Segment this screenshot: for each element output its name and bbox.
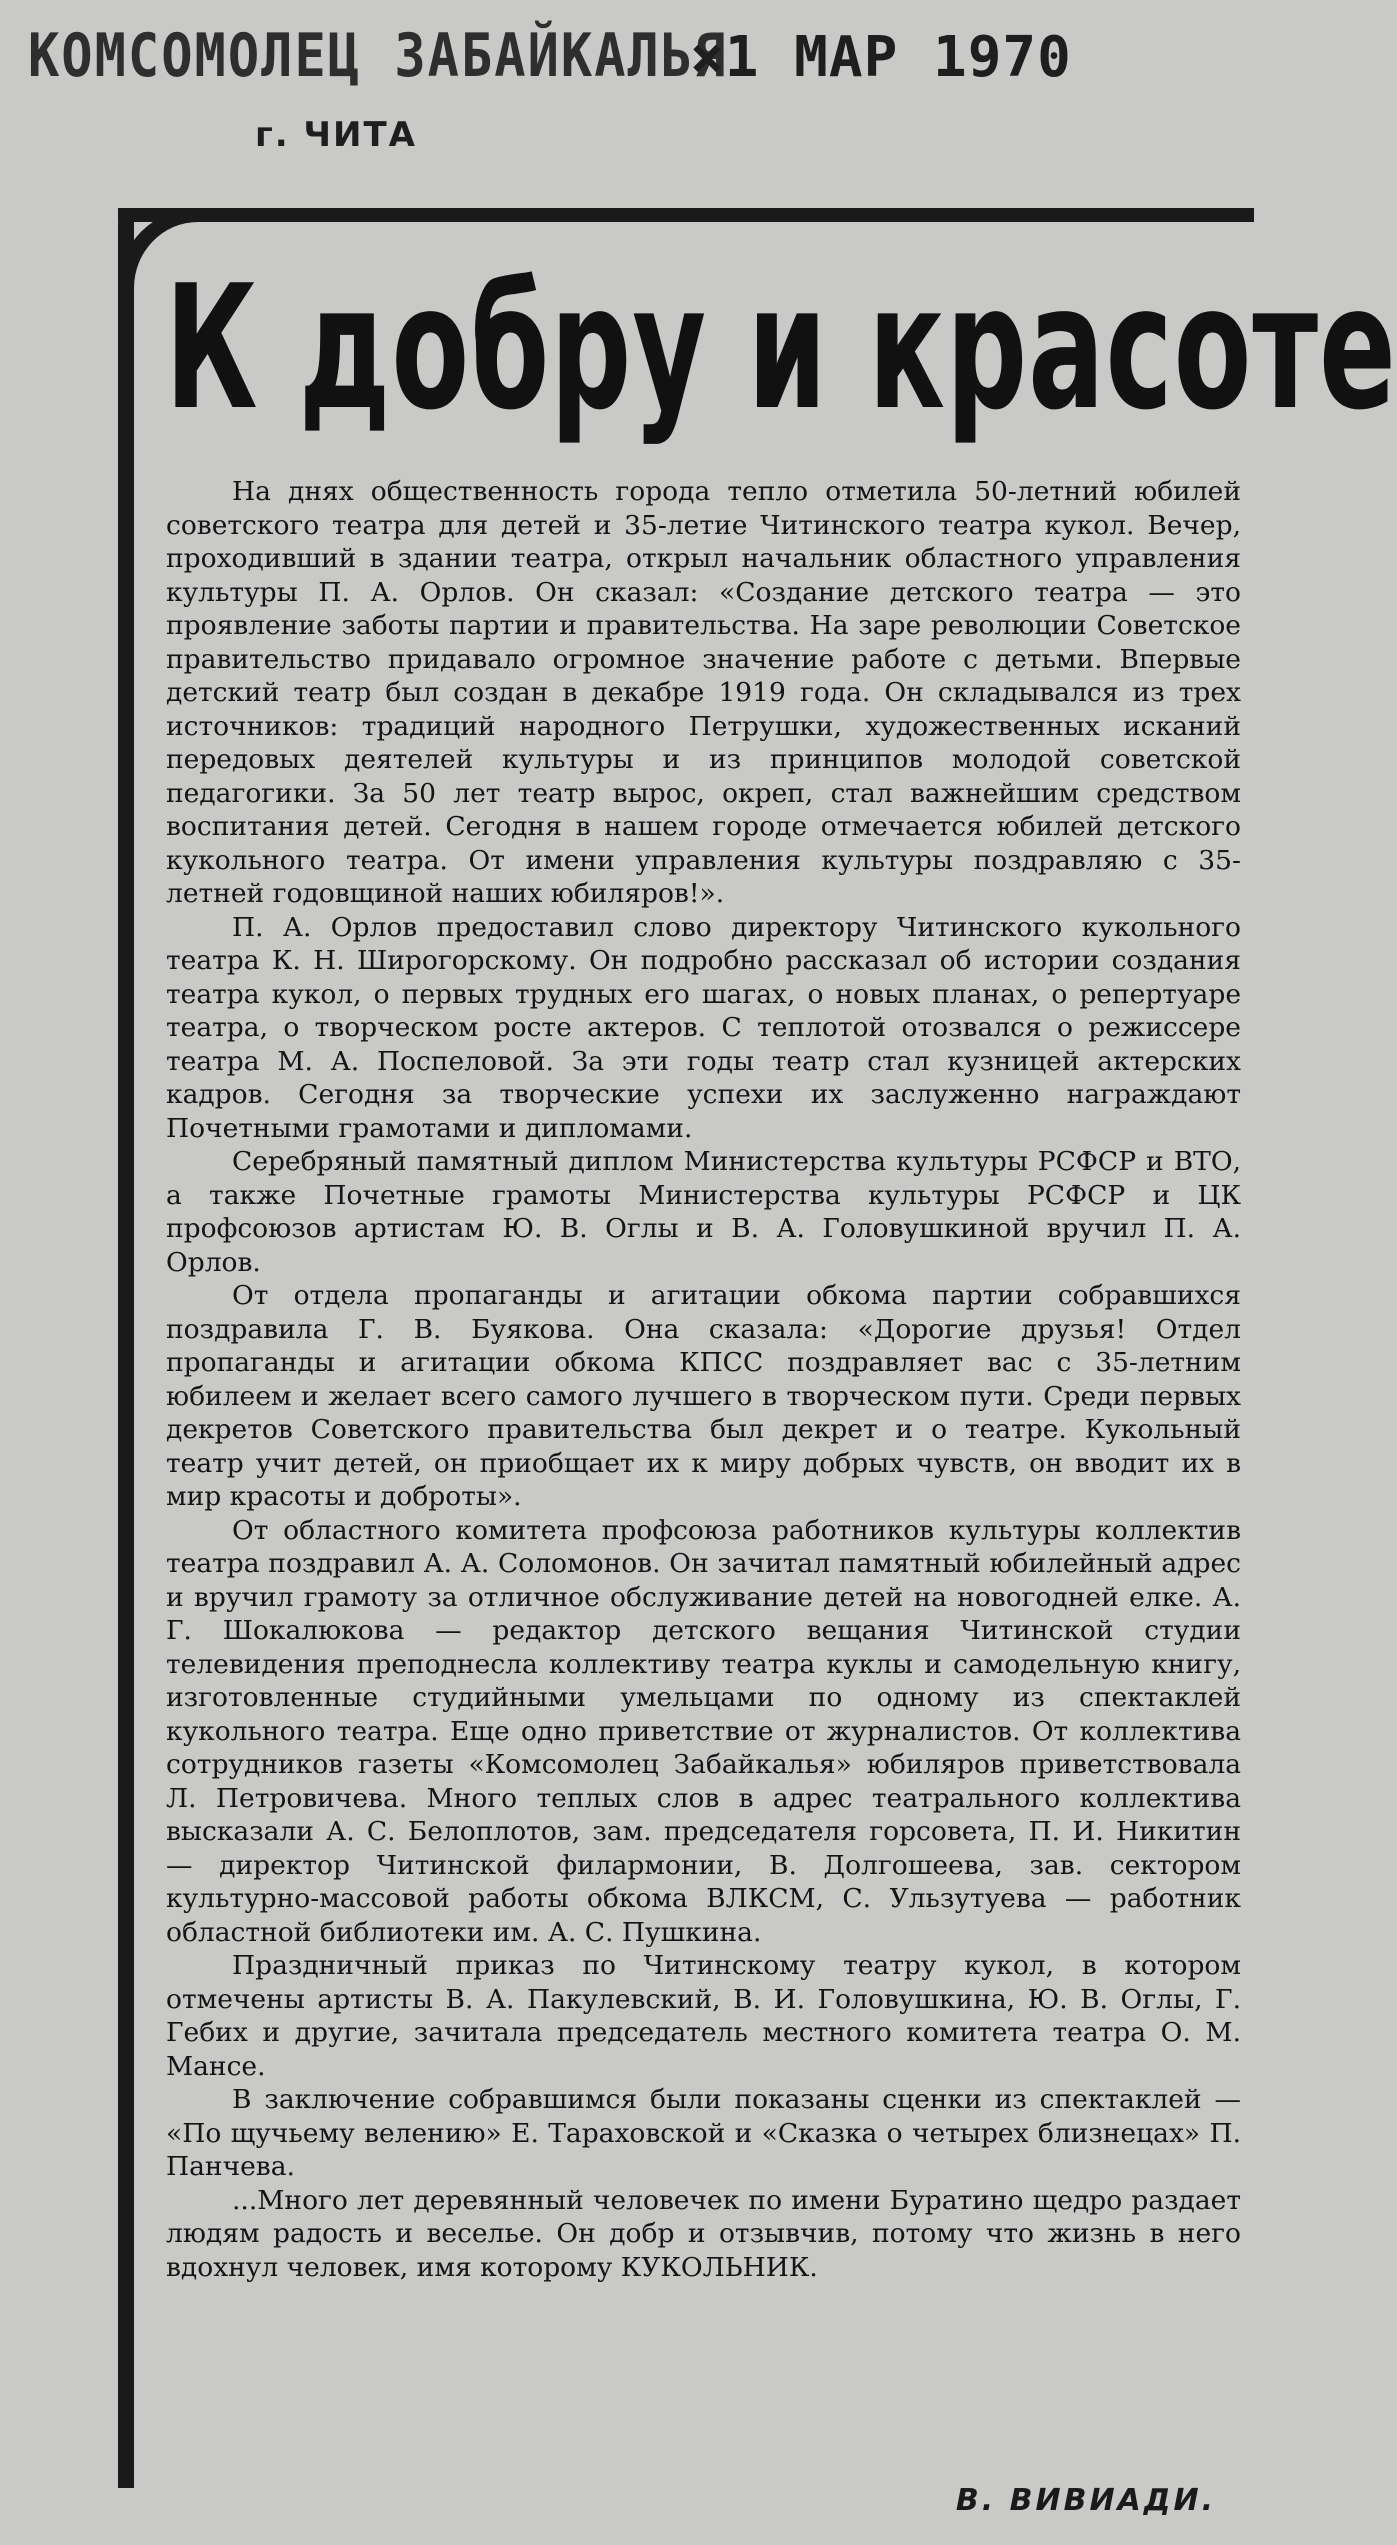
frame-left-rule [118, 208, 134, 2488]
city-stamp: г. ЧИТА [255, 115, 417, 155]
article-paragraph: П. А. Орлов предоставил слово директору Читинского кукольного театра К. Н. Широгорскому. Он подробно рассказал об истории создания театра кукол, о первых трудных его шагах, о новых планах, о репертуаре театра, о творческом росте актеров. С теплотой отозвался о режиссере театра М. А. Поспеловой. За эти годы театр стал кузницей актерских кадров. Сегодня за творческие успехи их заслуженно награждают Почетными грамотами и дипломами. [166, 911, 1241, 1144]
article-paragraph: ...Много лет деревянный человечек по имени Буратино щедро раздает людям радость и веселье. Он добр и отзывчив, потому что жизнь в него вдохнул человек, имя которому КУКОЛЬНИК. [166, 2184, 1241, 2283]
article-paragraph: От областного комитета профсоюза работников культуры коллектив театра поздравил А. А. Соломонов. Он зачитал памятный юбилейный адрес и вручил грамоту за отличное обслуживание детей на новогодней елке. А. Г. Шокалюкова — редактор детского вещания Читинской студии телевидения преподнесла коллективу театра куклы и самодельную книгу, изготовленные студийными умельцами по одному из спектаклей кукольного театра. Еще одно приветствие от журналистов. От коллектива сотрудников газеты «Комсомолец Забайкалья» юбиляров приветствовала Л. Петровичева. Много теплых слов в адрес театрального коллектива высказали А. С. Белоплотов, зам. председателя горсовета, П. И. Никитин — директор Читинской филармонии, В. Долгошеева, зав. сектором культурно-массовой работы обкома ВЛКСМ, С. Ульзутуева — работник областной библиотеки им. А. С. Пушкина. [166, 1514, 1241, 1948]
frame-top-rule [118, 208, 1254, 222]
article-paragraph: От отдела пропаганды и агитации обкома партии собравшихся поздравила Г. В. Буякова. Она сказала: «Дорогие друзья! Отдел пропаганды и агитации обкома КПСС поздравляет вас с 35-летним юбилеем и желает всего самого лучшего в творческом пути. Среди первых декретов Советского правительства был декрет и о театре. Кукольный театр учит детей, он приобщает их к миру добрых чувств, он вводит их в мир красоты и доброты». [166, 1280, 1241, 1512]
article-body [166, 475, 1241, 2284]
article-paragraph: В заключение собравшимся были показаны сценки из спектаклей — «По щучьему велению» Е. Тараховской и «Сказка о четырех близнецах» П. Панчева. [166, 2084, 1241, 2182]
article-headline: К добру и красоте [165, 247, 1397, 448]
author-signature: В. ВИВИАДИ. [955, 2483, 1216, 2518]
newspaper-name-stamp: КОМСОМОЛЕЦ ЗАБАЙКАЛЬЯ [28, 22, 728, 91]
article-paragraph: Праздничный приказ по Читинскому театру кукол, в котором отмечены артисты В. А. Пакулевский, В. И. Головушкина, Ю. В. Оглы, Г. Гебих и другие, зачитала председатель местного комитета театра О. М. Мансе. [166, 1950, 1241, 2082]
date-stamp: ×1 МАР 1970 [690, 25, 1072, 90]
article-paragraph: Серебряный памятный диплом Министерства культуры РСФСР и ВТО, а также Почетные грамоты Министерства культуры РСФСР и ЦК профсоюзов артистам Ю. В. Оглы и В. А. Головушкиной вручил П. А. Орлов. [166, 1146, 1241, 1278]
article-paragraph: На днях общественность города тепло отметила 50-летний юбилей советского театра для детей и 35-летие Читинского театра кукол. Вечер, проходивший в здании театра, открыл начальник областного управления культуры П. А. Орлов. Он сказал: «Создание детского театра — это проявление заботы партии и правительства. На заре революции Советское правительство придавало огромное значение работе с детьми. Впервые детский театр был создан в декабре 1919 года. Он складывался из трех источников: традиций народного Петрушки, художественных исканий передовых деятелей культуры и из принципов молодой советской педагогики. За 50 лет театр вырос, окреп, стал важнейшим средством воспитания детей. Сегодня в нашем городе отмечается юбилей детского кукольного театра. От имени управления культуры поздравляю с 35-летней годовщиной наших юбиляров!». [166, 476, 1241, 909]
